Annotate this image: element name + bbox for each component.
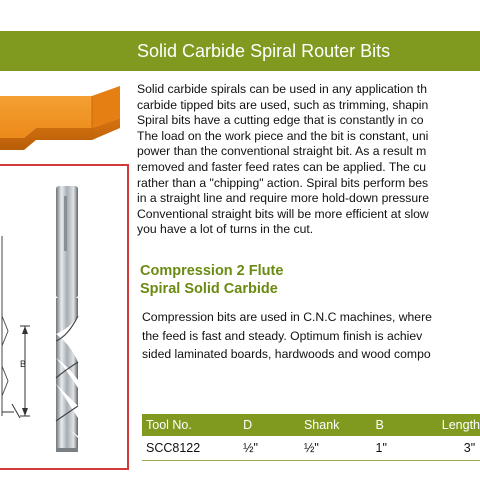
table-header-row bbox=[142, 414, 480, 436]
router-bit-illustration bbox=[0, 166, 129, 470]
intro-line: power than the conventional straight bit. As a result m bbox=[137, 144, 427, 159]
spec-table bbox=[142, 414, 480, 461]
intro-line: you have a lot of turns in the cut. bbox=[137, 222, 314, 237]
cell-length: 3" bbox=[438, 436, 480, 461]
section-title-line-1: Compression 2 Flute bbox=[140, 263, 284, 279]
description-line: Compression bits are used in C.N.C machines, where bbox=[142, 310, 432, 324]
description-line: the feed is fast and steady. Optimum finish is achiev bbox=[142, 328, 423, 343]
intro-line: carbide tipped bits are used, such as trimming, shapin bbox=[137, 97, 429, 112]
table-row bbox=[142, 436, 480, 461]
page-title: Solid Carbide Spiral Router Bits bbox=[137, 41, 391, 61]
intro-line: The load on the work piece and the bit is constant, uni bbox=[137, 128, 429, 143]
col-header-shank: Shank bbox=[300, 414, 372, 436]
cell-tool-no: SCC8122 bbox=[142, 436, 239, 461]
section-description bbox=[142, 308, 480, 364]
intro-line: in a straight line and require more hold-down pressure bbox=[137, 191, 429, 206]
description-line: sided laminated boards, hardwoods and wood compo bbox=[142, 347, 431, 361]
dimension-b-label: B bbox=[20, 359, 27, 369]
intro-paragraph bbox=[137, 82, 480, 238]
cell-d: ½" bbox=[239, 436, 300, 461]
intro-line: Spiral bits have a cutting edge that is constantly in co bbox=[137, 113, 424, 128]
intro-line: rather than a "chipping" action. Spiral bits perform bes bbox=[137, 175, 429, 190]
intro-line: Conventional straight bits will be more efficient at slow bbox=[137, 206, 429, 221]
intro-line: Solid carbide spirals can be used in any application th bbox=[137, 82, 427, 96]
cell-shank: ½" bbox=[300, 436, 372, 461]
col-header-d: D bbox=[239, 414, 300, 436]
section-title-line-2: Spiral Solid Carbide bbox=[140, 281, 278, 297]
col-header-b: B bbox=[372, 414, 438, 436]
router-bit-diagram bbox=[0, 164, 129, 470]
cell-b: 1" bbox=[372, 436, 438, 461]
col-header-length: Length bbox=[438, 414, 480, 436]
col-header-tool-no: Tool No. bbox=[142, 414, 239, 436]
wood-profile-image bbox=[0, 78, 125, 150]
section-title bbox=[140, 262, 283, 298]
intro-line: removed and faster feed rates can be applied. The cu bbox=[137, 159, 427, 174]
